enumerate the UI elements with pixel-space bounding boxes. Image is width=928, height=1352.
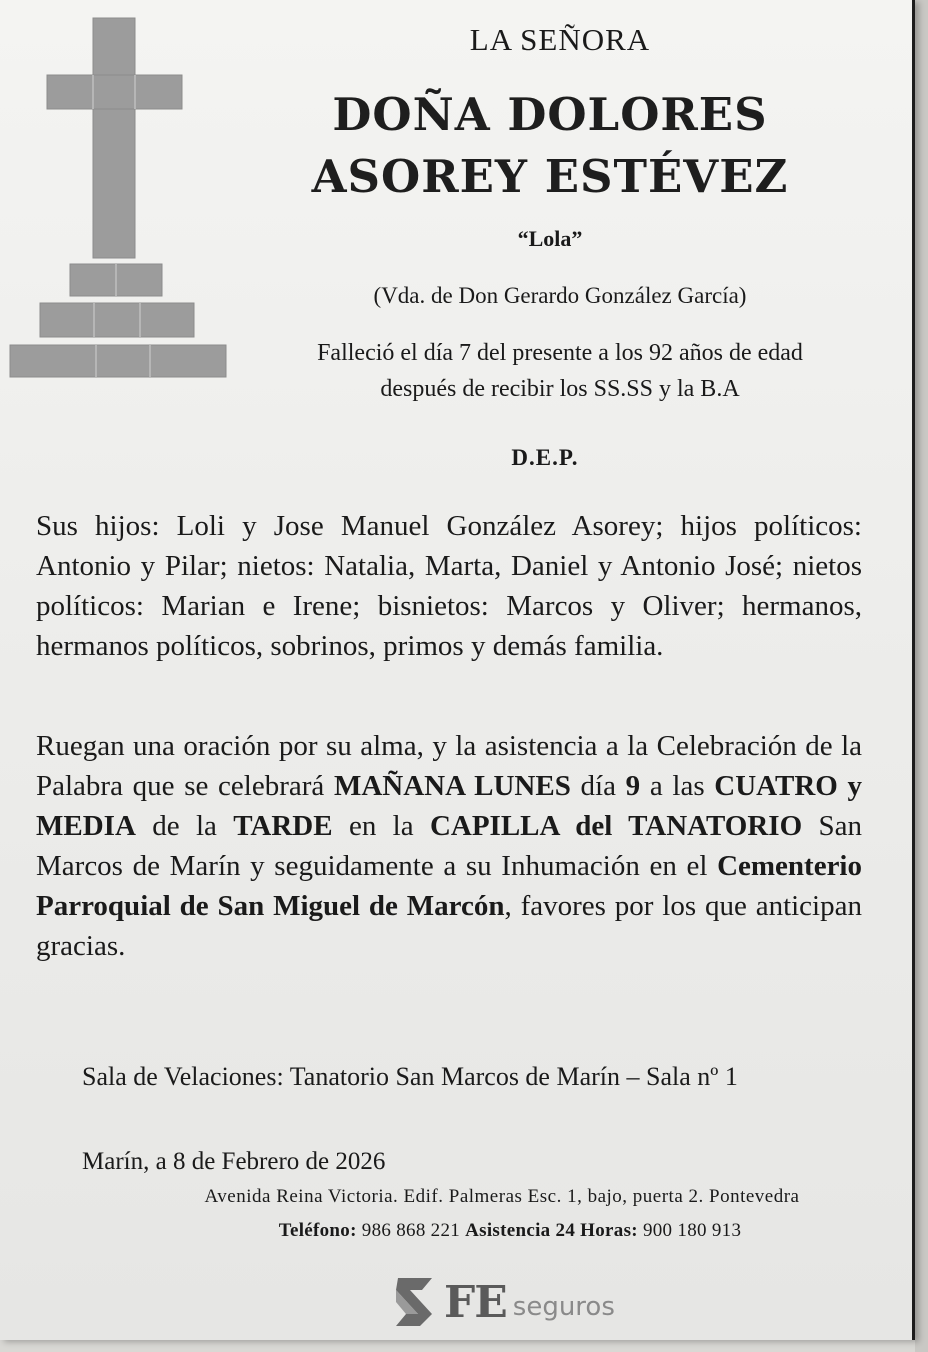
- assist-phone: 900 180 913: [637, 1220, 742, 1241]
- cemetery-name: Cementerio Parroquial de San Miguel de Marcón: [36, 850, 862, 922]
- contact-phones: [190, 1220, 830, 1242]
- ceremony-period: TARDE: [233, 810, 333, 842]
- ceremony-day: MAÑANA LUNES: [333, 770, 571, 802]
- logo-fe-text: FE: [444, 1276, 507, 1328]
- nickname: “Lola”: [517, 226, 583, 251]
- death-line-1: Falleció el día 7 del presente a los 92 años de edad: [317, 340, 803, 366]
- fe-seguros-logo: [392, 1272, 615, 1332]
- deceased-name-line1: DOÑA DOLORES: [332, 88, 768, 141]
- ceremony-text: de la: [135, 810, 234, 842]
- widow-of: (Vda. de Don Gerardo González García): [373, 283, 747, 308]
- ceremony-paragraph: [36, 726, 862, 966]
- ceremony-text: a las: [640, 770, 715, 802]
- deceased-name-line2: ASOREY ESTÉVEZ: [311, 150, 789, 203]
- assist-label: Asistencia 24 Horas:: [465, 1220, 638, 1241]
- place-date: Marín, a 8 de Febrero de 2026: [82, 1148, 386, 1175]
- ceremony-text: en la: [332, 810, 430, 842]
- ceremony-text: , favores por los que anticipan gracias.: [36, 890, 862, 962]
- ceremony-text: Ruegan una oración por su alma, y la asistencia a la Celebración de la Palabra que se celebrará: [36, 730, 862, 802]
- ceremony-text: día: [570, 770, 626, 802]
- phone-number: 986 868 221: [356, 1220, 466, 1241]
- logo-seguros-text: seguros: [512, 1292, 615, 1322]
- ceremony-venue: CAPILLA del TANATORIO: [429, 810, 803, 842]
- background-edge: [915, 0, 928, 1352]
- cross-icon: [0, 0, 240, 390]
- funeral-home-address: Avenida Reina Victoria. Edif. Palmeras Esc. 1, bajo, puerta 2. Pontevedra: [204, 1186, 800, 1207]
- title-prefix: LA SEÑORA: [469, 22, 651, 57]
- phone-label: Teléfono:: [278, 1220, 357, 1241]
- death-line-2: después de recibir los SS.SS y la B.A: [380, 376, 740, 402]
- fe-logo-icon: [392, 1274, 438, 1330]
- ceremony-date: 9: [625, 770, 641, 802]
- wake-room: Sala de Velaciones: Tanatorio San Marcos de Marín – Sala nº 1: [82, 1062, 738, 1091]
- family-paragraph: Sus hijos: Loli y Jose Manuel González Asorey; hijos políticos: Antonio y Pilar; nietos: Natalia, Marta, Daniel y Antonio José; nietos políticos: Marian e Irene; bisnietos: Marcos y Oliver; hermanos, hermanos políticos, sobrinos, primos y demás familia.: [36, 510, 862, 662]
- dep-label: D.E.P.: [511, 445, 579, 470]
- ceremony-text: San Marcos de Marín y seguidamente a su Inhumación en el: [36, 810, 862, 882]
- ceremony-time: CUATRO y MEDIA: [36, 770, 863, 842]
